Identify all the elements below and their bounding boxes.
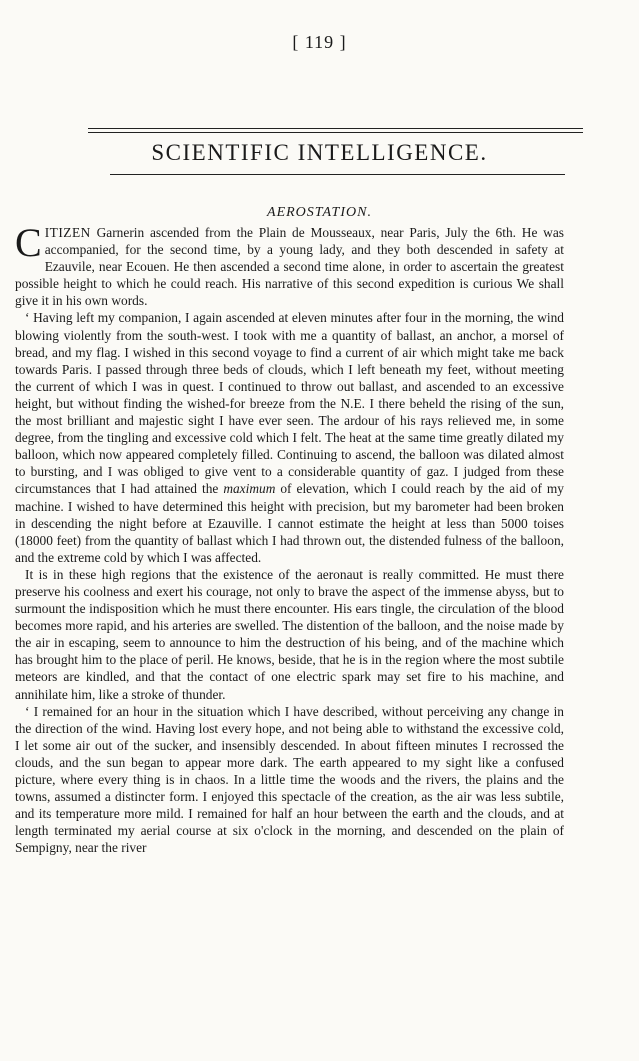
paragraph-2-text-b: of elevation, which I could reach by the aid of my machine. I wished to have determined this height with precision, but my barometer had been broken in descending the night before at Ezauville. I cannot estimate the height at less than 5000 toises (18000 feet) from the quantity of ballast which I had thrown out, the distended fulness of the balloon, and the extreme cold by which I was affected. bbox=[15, 481, 564, 565]
paragraph-2 bbox=[15, 309, 564, 565]
paragraph-2-text-a: ‘ Having left my companion, I again ascended at eleven minutes after four in the morning, the wind blowing violently from the south-west. I took with me a quantity of ballast, an anchor, a morsel of bread, and my flag. I wished in this second voyage to find a current of air which might take me back towards Paris. I passed through three beds of clouds, which I left beneath my feet, without meeting the current of which I was in quest. I continued to throw out ballast, and ascended to an excessive height, but without finding the wished-for breeze from the N.E. I there beheld the rising of the sun, the most brilliant and majestic sight I have ever seen. The ardour of his rays relieved me, in some degree, from the tingling and excessive cold which I felt. The heat at the same time greatly dilated my balloon, which now appeared completely filled. Continuing to ascend, the balloon was dilated almost to bursting, and I was obliged to give vent to a considerable quantity of gaz. I judged from these circumstances that I had attained the bbox=[15, 310, 564, 497]
paragraph-1-text: Garnerin ascended from the Plain de Mousseaux, near Paris, July the 6th. He was accompanied, for the second time, by a young lady, and they both descended in safety at Ezauvile, near Ecouen. He then ascended a second time alone, in order to ascertain the greatest possible height to which he could reach. His narrative of this second expedition is curious We shall give it in his own words. bbox=[15, 225, 564, 309]
first-word: ITIZEN bbox=[44, 225, 91, 240]
paragraph-3: It is in these high regions that the existence of the aeronaut is really committed. He must there preserve his coolness and exert his courage, not only to brave the aspect of the immense abyss, but to surmount the indisposition which he must there encounter. His ears tingle, the circulation of the blood becomes more rapid, and his arteries are swelled. The distention of the balloon, and the noise made by the air in escaping, seem to announce to him the destruction of his being, and of the machine which has brought him to the place of peril. He knows, beside, that he is in the region where the most subtile meteors are kindled, and that the contact of one electric spark may set fire to his machine, and annihilate him, like a stroke of thunder. bbox=[15, 566, 564, 702]
article-body bbox=[15, 220, 564, 856]
section-title: SCIENTIFIC INTELLIGENCE. bbox=[151, 140, 488, 165]
paragraph-2-italic: maximum bbox=[223, 481, 276, 497]
header-rule-top bbox=[88, 128, 583, 129]
article-title: AEROSTATION. bbox=[267, 205, 372, 220]
page-number: [ 119 ] bbox=[292, 32, 347, 52]
paragraph-4: ‘ I remained for an hour in the situation which I have described, without perceiving any change in the direction of the wind. Having lost every hope, and not being able to withstand the excessive cold, I let some air out of the sucker, and insensibly descended. In about fifteen minutes I recrossed the clouds, and the sun began to appear more dark. The earth appeared to my sight like a confused picture, where every thing is in chaos. In a little time the woods and the rivers, the plains and the towns, assumed a distincter form. I enjoyed this spectacle of the creation, as the air was less subtile, and its temperature more mild. I remained for half an hour between the earth and the clouds, and at length terminated my aerial course at six o'clock in the morning, and descended on the plain of Sempigny, near the river bbox=[15, 703, 564, 856]
header-rule-double bbox=[88, 132, 583, 133]
drop-cap: C bbox=[15, 220, 42, 265]
paragraph-1 bbox=[15, 220, 564, 309]
section-title-rule bbox=[110, 174, 565, 175]
